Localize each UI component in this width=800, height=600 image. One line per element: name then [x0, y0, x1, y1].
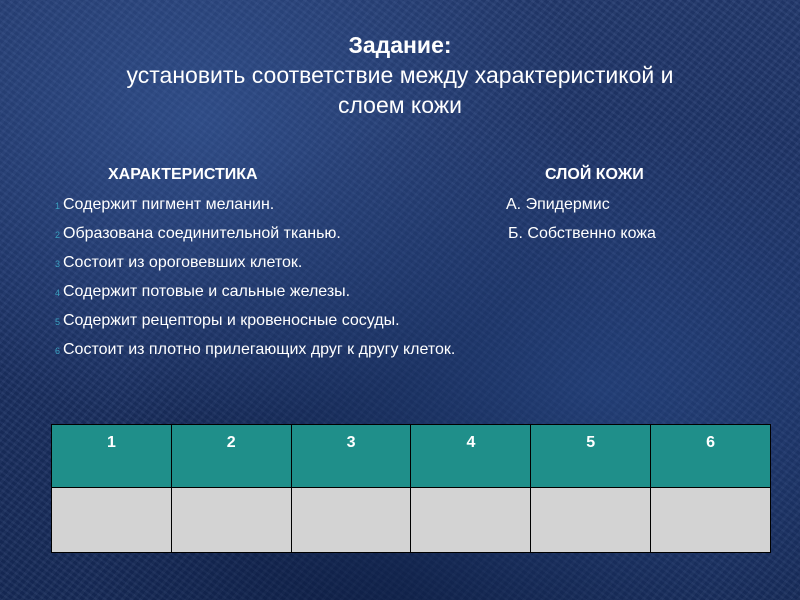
- title-line-2: слоем кожи: [337, 92, 463, 118]
- option-dermis: Б. Собственно кожа: [508, 225, 656, 242]
- answer-cell-5[interactable]: [531, 488, 651, 553]
- column-header-layer: СЛОЙ КОЖИ: [545, 166, 644, 183]
- list-item-text: Содержит пигмент меланин.: [63, 196, 275, 213]
- answer-header-5: 5: [531, 425, 651, 488]
- list-item: [55, 221, 755, 250]
- answer-cell-3[interactable]: [291, 488, 411, 553]
- list-number: 1: [55, 201, 61, 211]
- title-line-1: установить соответствие между характеристикой и: [126, 62, 674, 88]
- list-item: [55, 337, 755, 366]
- list-item: [55, 279, 755, 308]
- list-number: 6: [55, 346, 61, 356]
- list-item-text: Образована соединительной тканью.: [63, 225, 341, 242]
- answer-table: [51, 424, 771, 553]
- answer-table-row: [52, 488, 771, 553]
- answer-header-1: 1: [52, 425, 172, 488]
- answer-cell-2[interactable]: [171, 488, 291, 553]
- answer-header-2: 2: [171, 425, 291, 488]
- list-number: 2: [55, 230, 61, 240]
- list-number: 5: [55, 317, 61, 327]
- slide-title: [0, 30, 800, 120]
- list-item: [55, 192, 755, 221]
- characteristics-list: [55, 192, 755, 366]
- column-header-characteristic: ХАРАКТЕРИСТИКА: [108, 166, 258, 183]
- answer-header-4: 4: [411, 425, 531, 488]
- answer-cell-4[interactable]: [411, 488, 531, 553]
- answer-table-header-row: [52, 425, 771, 488]
- answer-cell-1[interactable]: [52, 488, 172, 553]
- list-item-text: Содержит потовые и сальные железы.: [63, 283, 351, 300]
- list-item-text: Состоит из ороговевших клеток.: [63, 254, 303, 271]
- answer-cell-6[interactable]: [651, 488, 771, 553]
- answer-header-6: 6: [651, 425, 771, 488]
- list-item: [55, 308, 755, 337]
- list-number: 3: [55, 259, 61, 269]
- list-item-text: Состоит из плотно прилегающих друг к другу клеток.: [63, 341, 456, 358]
- title-heading: Задание:: [348, 32, 452, 58]
- list-number: 4: [55, 288, 61, 298]
- answer-header-3: 3: [291, 425, 411, 488]
- option-epidermis: А. Эпидермис: [506, 196, 610, 213]
- list-item-text: Содержит рецепторы и кровеносные сосуды.: [63, 312, 400, 329]
- list-item: [55, 250, 755, 279]
